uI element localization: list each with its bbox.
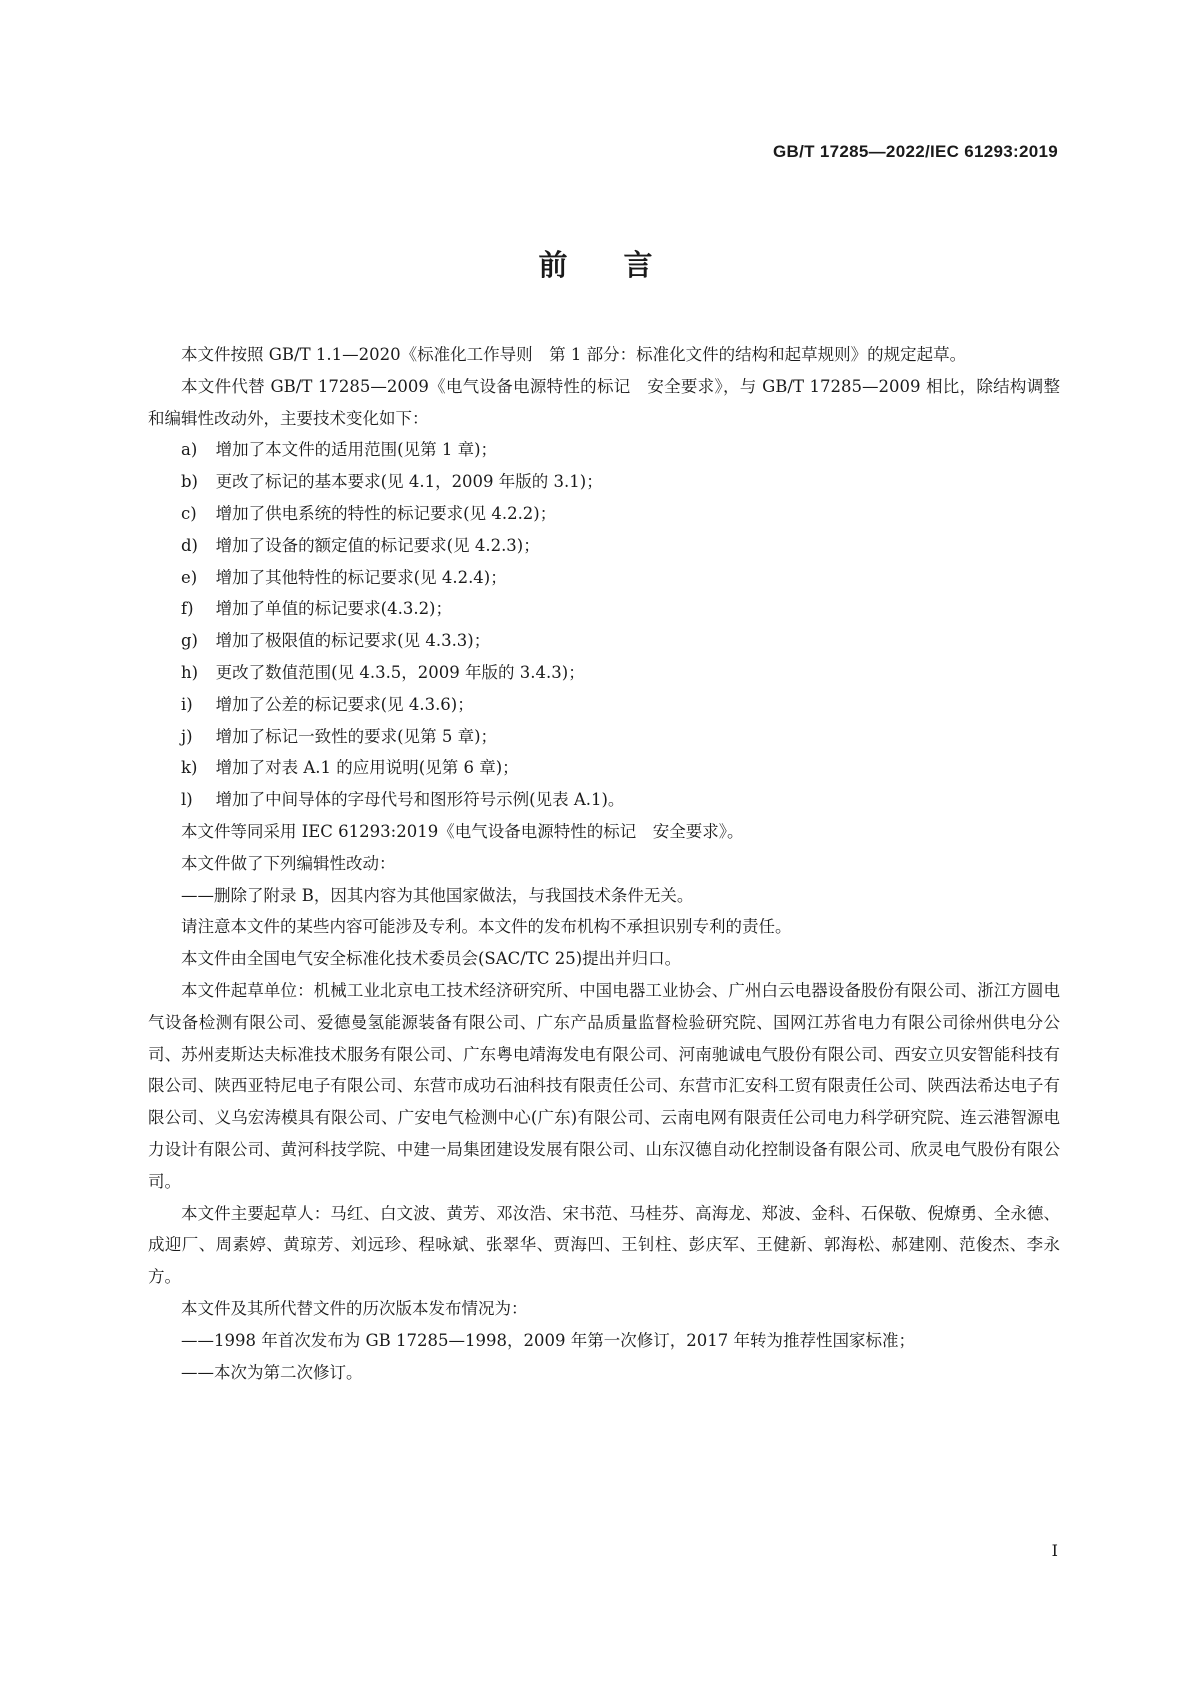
history-item: ——1998 年首次发布为 GB 17285—1998，2009 年第一次修订，2017 年转为推荐性国家标准；	[181, 1330, 915, 1350]
list-item	[148, 530, 1060, 562]
paragraph-proposer: 本文件由全国电气安全标准化技术委员会(SAC/TC 25)提出并归口。	[181, 949, 682, 969]
list-item-label: i)	[181, 694, 193, 714]
list-item-label: g)	[181, 631, 198, 651]
list-item-text: 增加了设备的额定值的标记要求(见 4.2.3)；	[215, 535, 540, 555]
paragraph-editorial-intro: 本文件做了下列编辑性改动：	[181, 853, 396, 873]
page-title: 前言	[538, 248, 709, 282]
list-item	[148, 721, 1060, 753]
list-item-label: a)	[181, 440, 198, 460]
list-item	[148, 498, 1060, 530]
list-item-text: 增加了对表 A.1 的应用说明(见第 6 章)；	[215, 758, 519, 778]
paragraph-history-intro: 本文件及其所代替文件的历次版本发布情况为：	[181, 1298, 528, 1318]
list-item	[148, 434, 1060, 466]
list-item-text: 增加了公差的标记要求(见 4.3.6)；	[215, 694, 474, 714]
paragraph-drafting-organizations: 本文件起草单位：机械工业北京电工技术经济研究所、中国电器工业协会、广州白云电器设备股份有限公司、浙江方圆电气设备检测有限公司、爱德曼氢能源装备有限公司、广东产品质量监督检验研究院、国网江苏省电力有限公司徐州供电分公司、苏州麦斯达夫标准技术服务有限公司、广东粤电靖海发电有限公司、河南驰诚电气股份有限公司、西安立贝安智能科技有限公司、陕西亚特尼电子有限公司、东营市成功石油科技有限责任公司、东营市汇安科工贸有限责任公司、陕西法希达电子有限公司、义乌宏涛模具有限公司、广安电气检测中心(广东)有限公司、云南电网有限责任公司电力科学研究院、连云港智源电力设计有限公司、黄河科技学院、中建一局集团建设发展有限公司、山东汉德自动化控制设备有限公司、欣灵电气股份有限公司。	[148, 980, 1060, 1191]
standard-code: GB/T 17285—2022/IEC 61293:2019	[773, 142, 1058, 161]
list-item-text: 增加了本文件的适用范围(见第 1 章)；	[215, 440, 498, 460]
list-item	[148, 657, 1060, 689]
changes-list	[148, 434, 1060, 816]
foreword-body	[148, 339, 1060, 1388]
list-item	[148, 752, 1060, 784]
list-item-label: c)	[181, 503, 197, 523]
history-item: ——本次为第二次修订。	[181, 1362, 363, 1382]
list-item	[148, 689, 1060, 721]
list-item-label: b)	[181, 472, 198, 492]
list-item	[148, 562, 1060, 594]
paragraph-drafting-rules: 本文件按照 GB/T 1.1—2020《标准化工作导则 第 1 部分：标准化文件的结构和起草规则》的规定起草。	[181, 345, 967, 364]
list-item-label: k)	[181, 758, 198, 778]
list-item-label: j)	[181, 726, 193, 746]
list-item	[148, 466, 1060, 498]
list-item-text: 增加了中间导体的字母代号和图形符号示例(见表 A.1)。	[215, 790, 625, 810]
list-item-label: d)	[181, 535, 198, 555]
list-item-text: 增加了极限值的标记要求(见 4.3.3)；	[215, 631, 491, 651]
paragraph-replaces: 本文件代替 GB/T 17285—2009《电气设备电源特性的标记 安全要求》，与 GB/T 17285—2009 相比，除结构调整和编辑性改动外，主要技术变化如下：	[148, 376, 1060, 428]
list-item-label: h)	[181, 662, 199, 682]
list-item-label: l)	[181, 790, 193, 810]
list-item-text: 更改了标记的基本要求(见 4.1，2009 年版的 3.1)；	[215, 472, 603, 492]
page-number: I	[1051, 1541, 1058, 1560]
paragraph-identical-adoption: 本文件等同采用 IEC 61293:2019《电气设备电源特性的标记 安全要求》。	[181, 821, 744, 841]
list-item-text: 增加了标记一致性的要求(见第 5 章)；	[215, 726, 498, 746]
list-item-label: f)	[181, 599, 194, 619]
list-item	[148, 593, 1060, 625]
paragraph-patent-notice: 请注意本文件的某些内容可能涉及专利。本文件的发布机构不承担识别专利的责任。	[181, 917, 792, 937]
editorial-change-item: ——删除了附录 B，因其内容为其他国家做法，与我国技术条件无关。	[181, 885, 694, 905]
list-item-text: 更改了数值范围(见 4.3.5，2009 年版的 3.4.3)；	[215, 662, 585, 682]
list-item-label: e)	[181, 567, 198, 587]
list-item	[148, 784, 1060, 816]
list-item-text: 增加了其他特性的标记要求(见 4.2.4)；	[215, 567, 507, 587]
list-item-text: 增加了供电系统的特性的标记要求(见 4.2.2)；	[215, 503, 557, 523]
list-item	[148, 625, 1060, 657]
paragraph-drafters: 本文件主要起草人：马红、白文波、黄芳、邓汝浩、宋书范、马桂芬、高海龙、郑波、金科、石保敬、倪燎勇、全永德、成迎厂、周素婷、黄琼芳、刘远珍、程咏斌、张翠华、贾海凹、王钊柱、彭庆军、王健新、郭海松、郝建刚、范俊杰、李永方。	[148, 1203, 1060, 1287]
list-item-text: 增加了单值的标记要求(4.3.2)；	[215, 599, 452, 619]
